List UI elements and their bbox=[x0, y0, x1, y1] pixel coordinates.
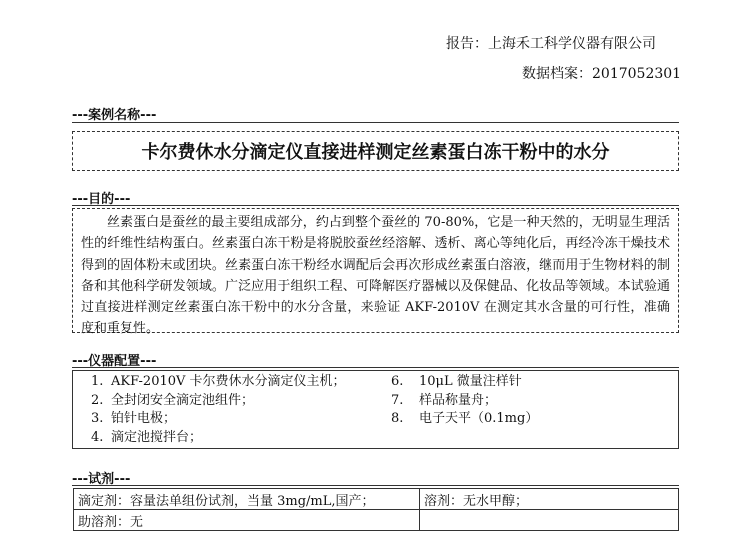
list-item: 1. AKF-2010V 卡尔费休水分滴定仪主机； bbox=[91, 374, 346, 389]
instruments-box bbox=[72, 370, 679, 449]
case-heading: ---案例名称--- bbox=[72, 108, 157, 123]
list-item: 7. 样品称量舟； bbox=[391, 392, 498, 408]
instruments-heading: ---仪器配置--- bbox=[72, 354, 157, 369]
purpose-heading: ---目的--- bbox=[72, 192, 131, 207]
case-divider bbox=[72, 122, 679, 123]
reagents-heading: ---试剂--- bbox=[72, 472, 131, 487]
instruments-right-list bbox=[391, 373, 538, 429]
table-cell: 溶剂：无水甲醇； bbox=[420, 489, 679, 510]
report-by: 报告：上海禾工科学仪器有限公司 bbox=[446, 36, 656, 52]
table-cell: 助溶剂：无 bbox=[74, 510, 420, 531]
case-title: 卡尔费休水分滴定仪直接进样测定丝素蛋白冻干粉中的水分 bbox=[141, 142, 610, 163]
list-item: 6. 10μL 微量注样针 bbox=[391, 374, 522, 389]
list-item: 4. 滴定池搅拌台； bbox=[91, 429, 203, 445]
list-item: 2. 全封闭安全滴定池组件； bbox=[91, 392, 255, 408]
table-row bbox=[74, 489, 679, 510]
instruments-left-list bbox=[91, 373, 346, 447]
table-cell bbox=[420, 510, 679, 531]
archive-number: 数据档案：2017052301 bbox=[522, 66, 682, 82]
purpose-box bbox=[72, 208, 679, 337]
case-title-box bbox=[72, 131, 679, 171]
purpose-text: 丝素蛋白是蚕丝的最主要组成部分，约占到整个蚕丝的 70-80%，它是一种天然的，无明显生理活性的纤维性结构蛋白。丝素蛋白冻干粉是将脱胶蚕丝经溶解、透析、离心等纯化后，再经冷冻干燥技术得到的固体粉末或团块。丝素蛋白冻干粉经水调配后会再次形成丝素蛋白溶液，继而用于生物材料的制备和其他科学研发领域。广泛应用于组织工程、可降解医疗器械以及保健品、化妆品等领域。本试验通过直接进样测定丝素蛋白冻干粉中的水分含量，来验证 AKF-2010V 在测定其水含量的可行性，准确度和重复性。 bbox=[81, 215, 670, 337]
list-item: 3. 铂针电极； bbox=[91, 411, 177, 426]
table-row bbox=[74, 510, 679, 531]
list-item: 8. 电子天平（0.1mg） bbox=[391, 411, 539, 426]
instruments-divider bbox=[72, 367, 679, 368]
table-cell: 滴定剂：容量法单组份试剂，当量 3mg/mL,国产； bbox=[74, 489, 420, 510]
purpose-divider bbox=[72, 205, 679, 206]
reagents-divider bbox=[72, 485, 679, 486]
reagents-table bbox=[73, 488, 679, 531]
